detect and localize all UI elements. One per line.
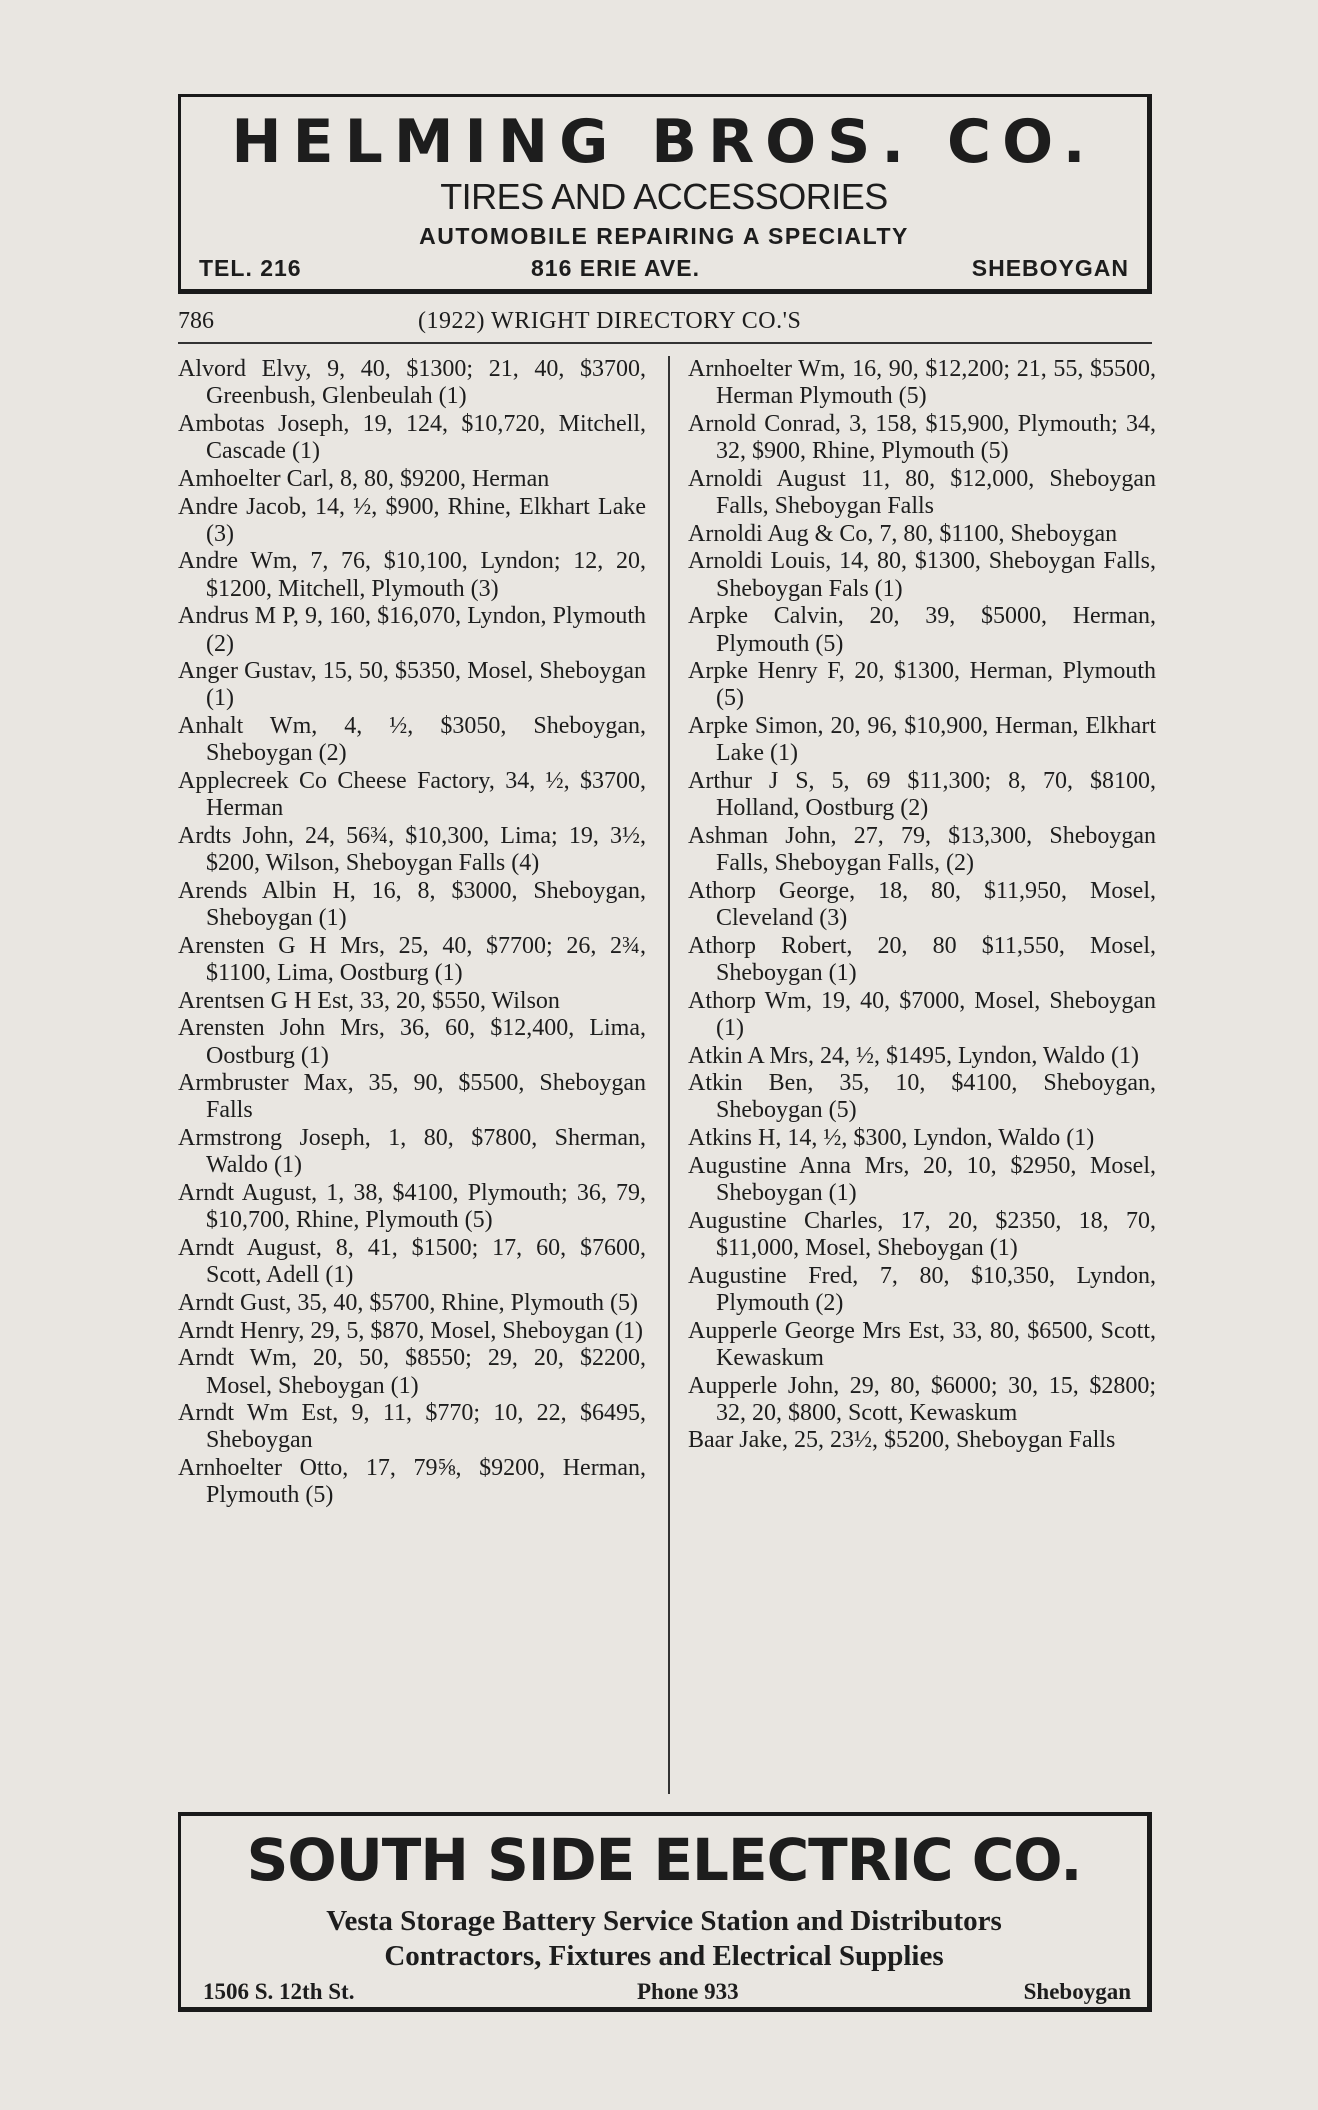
directory-entry: Andrus M P, 9, 160, $16,070, Lyndon, Plymouth (2) bbox=[178, 603, 646, 657]
directory-entry: Applecreek Co Cheese Factory, 34, ½, $3700, Herman bbox=[178, 768, 646, 822]
directory-entry: Arndt August, 8, 41, $1500; 17, 60, $7600, Scott, Adell (1) bbox=[178, 1235, 646, 1289]
running-header bbox=[178, 306, 1152, 344]
directory-entry: Athorp George, 18, 80, $11,950, Mosel, Cleveland (3) bbox=[688, 877, 1156, 932]
directory-entry: Arnoldi August 11, 80, $12,000, Sheboygan Falls, Sheboygan Falls bbox=[688, 465, 1156, 520]
directory-entry: Aupperle George Mrs Est, 33, 80, $6500, Scott, Kewaskum bbox=[688, 1317, 1156, 1371]
advertiser-phone: Phone 933 bbox=[637, 1979, 739, 2004]
advertiser-city: SHEBOYGAN bbox=[971, 255, 1129, 281]
directory-entry: Arnhoelter Wm, 16, 90, $12,200; 21, 55, $5500, Herman Plymouth (5) bbox=[688, 356, 1156, 410]
directory-entry: Baar Jake, 25, 23½, $5200, Sheboygan Falls bbox=[688, 1427, 1116, 1454]
advertiser-specialty: AUTOMOBILE REPAIRING A SPECIALTY bbox=[419, 223, 909, 249]
directory-entry: Armbruster Max, 35, 90, $5500, Sheboygan Falls bbox=[178, 1070, 646, 1124]
advertiser-address: 1506 S. 12th St. bbox=[203, 1979, 355, 2004]
directory-entry: Augustine Fred, 7, 80, $10,350, Lyndon, Plymouth (2) bbox=[688, 1262, 1156, 1316]
directory-column-right bbox=[688, 356, 1156, 1455]
directory-entry: Athorp Wm, 19, 40, $7000, Mosel, Sheboygan (1) bbox=[688, 987, 1156, 1041]
directory-entry: Arends Albin H, 16, 8, $3000, Sheboygan, Sheboygan (1) bbox=[178, 877, 646, 932]
directory-entry: Arndt Wm, 20, 50, $8550; 29, 20, $2200, Mosel, Sheboygan (1) bbox=[178, 1345, 646, 1399]
advertiser-name: SOUTH SIDE ELECTRIC CO. bbox=[246, 1826, 1082, 1894]
directory-entry: Athorp Robert, 20, 80 $11,550, Mosel, Sheboygan (1) bbox=[688, 932, 1156, 986]
directory-entry: Arpke Simon, 20, 96, $10,900, Herman, Elkhart Lake (1) bbox=[688, 713, 1156, 767]
directory-entry: Ambotas Joseph, 19, 124, $10,720, Mitchell, Cascade (1) bbox=[178, 410, 646, 465]
directory-entry: Arndt Henry, 29, 5, $870, Mosel, Sheboygan (1) bbox=[178, 1317, 644, 1344]
directory-entry: Arpke Calvin, 20, 39, $5000, Herman, Plymouth (5) bbox=[688, 603, 1156, 657]
page-number: 786 bbox=[178, 308, 214, 334]
directory-entry: Arndt Gust, 35, 40, $5700, Rhine, Plymouth (5) bbox=[178, 1289, 638, 1316]
directory-entry: Amhoelter Carl, 8, 80, $9200, Herman bbox=[178, 465, 550, 492]
south-side-electric-advertisement bbox=[178, 1812, 1152, 2012]
advertiser-address: 816 ERIE AVE. bbox=[531, 255, 700, 281]
directory-entry: Arnoldi Louis, 14, 80, $1300, Sheboygan Falls, Sheboygan Fals (1) bbox=[688, 548, 1156, 602]
directory-column-left bbox=[178, 356, 646, 1510]
directory-entry: Andre Wm, 7, 76, $10,100, Lyndon; 12, 20, $1200, Mitchell, Plymouth (3) bbox=[178, 548, 646, 602]
directory-entry: Arndt August, 1, 38, $4100, Plymouth; 36, 79, $10,700, Rhine, Plymouth (5) bbox=[178, 1180, 646, 1234]
advertiser-name: HELMING BROS. CO. bbox=[231, 107, 1097, 177]
directory-entry: Augustine Charles, 17, 20, $2350, 18, 70, $11,000, Mosel, Sheboygan (1) bbox=[688, 1207, 1156, 1261]
directory-entry: Arpke Henry F, 20, $1300, Herman, Plymouth (5) bbox=[688, 658, 1156, 712]
directory-entry: Ashman John, 27, 79, $13,300, Sheboygan Falls, Sheboygan Falls, (2) bbox=[688, 822, 1156, 877]
directory-entry: Atkins H, 14, ½, $300, Lyndon, Waldo (1) bbox=[688, 1125, 1095, 1152]
directory-entry: Atkin Ben, 35, 10, $4100, Sheboygan, Sheboygan (5) bbox=[688, 1070, 1156, 1124]
directory-entry: Aupperle John, 29, 80, $6000; 30, 15, $2800; 32, 20, $800, Scott, Kewaskum bbox=[688, 1372, 1156, 1426]
page-title: (1922) WRIGHT DIRECTORY CO.'S bbox=[418, 308, 802, 334]
directory-entry: Atkin A Mrs, 24, ½, $1495, Lyndon, Waldo (1) bbox=[688, 1042, 1139, 1069]
directory-entry: Augustine Anna Mrs, 20, 10, $2950, Mosel, Sheboygan (1) bbox=[688, 1152, 1156, 1207]
directory-entry: Arndt Wm Est, 9, 11, $770; 10, 22, $6495, Sheboygan bbox=[178, 1400, 646, 1454]
directory-entry: Arthur J S, 5, 69 $11,300; 8, 70, $8100, Holland, Oostburg (2) bbox=[688, 768, 1156, 822]
advertiser-services: Vesta Storage Battery Service Station and Distributors bbox=[326, 1905, 1002, 1937]
advertiser-city: Sheboygan bbox=[1023, 1979, 1131, 2004]
directory-entry: Armstrong Joseph, 1, 80, $7800, Sherman, Waldo (1) bbox=[178, 1125, 646, 1179]
directory-entry: Arensten John Mrs, 36, 60, $12,400, Lima, Oostburg (1) bbox=[178, 1015, 646, 1069]
directory-entry: Andre Jacob, 14, ½, $900, Rhine, Elkhart Lake (3) bbox=[178, 493, 646, 547]
directory-entry: Anger Gustav, 15, 50, $5350, Mosel, Sheboygan (1) bbox=[178, 658, 646, 712]
directory-entry: Arensten G H Mrs, 25, 40, $7700; 26, 2¾, $1100, Lima, Oostburg (1) bbox=[178, 932, 646, 986]
directory-entry: Alvord Elvy, 9, 40, $1300; 21, 40, $3700, Greenbush, Glenbeulah (1) bbox=[178, 356, 646, 410]
directory-entry: Arnoldi Aug & Co, 7, 80, $1100, Sheboygan bbox=[688, 520, 1118, 547]
directory-entry: Arnold Conrad, 3, 158, $15,900, Plymouth; 34, 32, $900, Rhine, Plymouth (5) bbox=[688, 410, 1156, 465]
directory-entry: Ardts John, 24, 56¾, $10,300, Lima; 19, 3½, $200, Wilson, Sheboygan Falls (4) bbox=[178, 822, 646, 877]
column-divider bbox=[668, 356, 670, 1794]
directory-entry: Arentsen G H Est, 33, 20, $550, Wilson bbox=[178, 987, 560, 1014]
helming-bros-advertisement bbox=[178, 94, 1152, 294]
advertiser-supplies: Contractors, Fixtures and Electrical Supplies bbox=[384, 1940, 944, 1972]
directory-entry: Anhalt Wm, 4, ½, $3050, Sheboygan, Sheboygan (2) bbox=[178, 713, 646, 767]
directory-entry: Arnhoelter Otto, 17, 79⅝, $9200, Herman, Plymouth (5) bbox=[178, 1455, 646, 1509]
advertiser-tagline: TIRES AND ACCESSORIES bbox=[440, 176, 888, 217]
advertiser-telephone: TEL. 216 bbox=[199, 255, 302, 281]
